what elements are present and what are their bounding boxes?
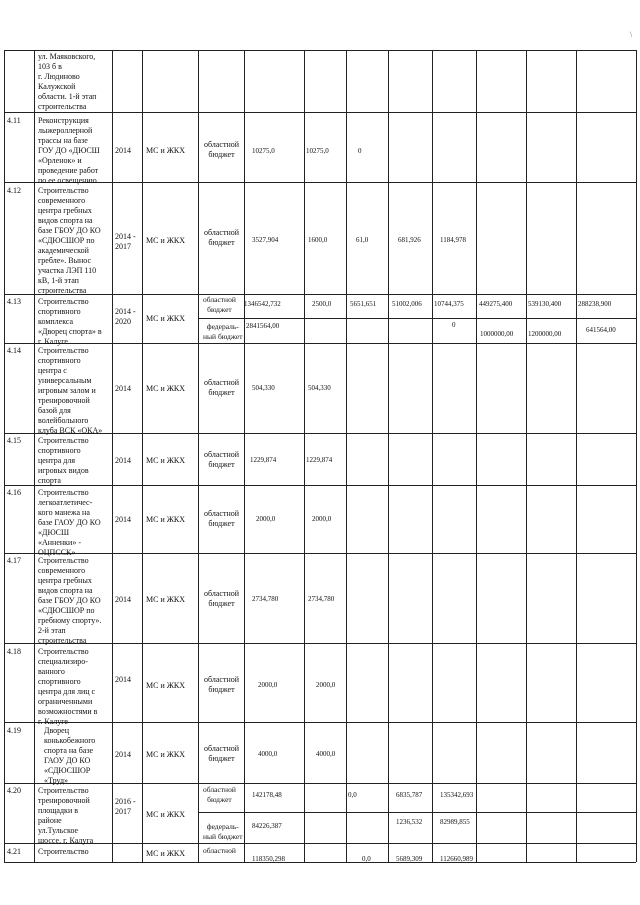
table-cell-2015: 0,0 [362,855,371,863]
table-cell-total: 4000,0 [258,750,278,758]
table-cell-total: 142178,48 [252,791,282,799]
grid-col-line [388,50,389,862]
table-cell-total: 3527,904 [252,236,279,244]
table-cell-executor: МС и ЖКХ [146,515,186,524]
table-cell-source-2: федераль- ный бюджет [203,822,243,841]
table-cell-name: Строительство [38,847,89,856]
table-cell-period: 2014 [115,750,131,759]
table-cell-no: 4.21 [7,847,21,856]
grid-col-line [526,50,527,862]
table-cell-no: 4.16 [7,488,21,497]
grid-row-line [198,812,636,813]
table-cell-2014: 10275,0 [306,147,329,155]
table-cell-name: Строительство современного центра гребных видов спорта на базе ГБОУ ДО КО «СДЮСШОР по академической гребле». Вынос участка ЛЭП 110 кВ, 1-й этап строительства [38,186,101,295]
table-cell-2020-b: 641564,00 [586,326,616,334]
table-cell-2017-b: 82989,855 [440,818,470,826]
table-cell-period: 2016 - 2017 [115,797,136,816]
table-cell-2016: 6835,787 [396,791,423,799]
table-cell-total: 2000,0 [258,681,278,689]
table-cell-source: областной бюджет [204,228,240,247]
table-cell-name: Строительство спортивного центра с универсальным игровым залом и тренировочной базой для волейбольного клуба ВСК «ОКА» [38,346,103,435]
table-cell-2015: 0,0 [348,791,357,799]
table-cell-executor: МС и ЖКХ [146,314,186,323]
table-cell-total: 1346542,732 [244,300,281,308]
table-cell-no: 4.15 [7,436,21,445]
table-cell-no: 4.12 [7,186,21,195]
grid-col-line [34,50,35,862]
table-cell-source: областной бюджет [203,295,236,314]
table-cell-source: областной бюджет [204,450,240,469]
grid-row-line [4,112,636,113]
table-cell-name: Строительство современного центра гребных видов спорта на базе ГБОУ ДО КО «СДЮСШОР по гребному спорту». 2-й этап строительства [38,556,102,645]
table-cell-2019: 539130,400 [528,300,562,308]
table-cell-2015: 5651,651 [350,300,377,308]
table-cell-period: 2014 [115,675,131,684]
table-cell-2016-b: 1236,532 [396,818,423,826]
table-cell-period: 2014 [115,595,131,604]
table-cell-executor: МС и ЖКХ [146,456,186,465]
table-cell-source: областной бюджет [204,589,240,608]
grid-col-line [142,50,143,862]
grid-col-line [432,50,433,862]
table-cell-2014: 1229,874 [306,456,333,464]
table-cell-2017: 112660,989 [440,855,473,863]
table-cell-total: 2734,780 [252,595,279,603]
table-cell-source: областной бюджет [204,675,240,694]
table-cell-2016: 681,926 [398,236,421,244]
table-cell-total: 1229,874 [250,456,277,464]
table-cell-2016: 5689,309 [396,855,423,863]
table-cell-2020: 288238,900 [578,300,612,308]
table-cell-no: 4.13 [7,297,21,306]
table-cell-2018-b: 1000000,00 [480,330,514,338]
grid-col-line [198,50,199,862]
grid-row-line [4,50,636,51]
table-cell-total-2: 84226,387 [252,822,282,830]
table-cell-executor: МС и ЖКХ [146,384,186,393]
table-cell-total-2: 2841564,00 [246,322,280,330]
table-cell-source: областной бюджет [204,140,240,159]
table-cell-no: 4.17 [7,556,21,565]
table-cell-2017: 10744,375 [434,300,464,308]
table-cell-name: Строительство спортивного комплекса «Дворец спорта» в г. Калуге [38,297,102,346]
table-cell-2014: 2500,0 [312,300,332,308]
table-cell-period: 2014 [115,515,131,524]
table-cell-source: областной бюджет [204,509,240,528]
table-cell-name: Дворец конькобежного спорта на базе ГАОУ ДО КО «СДЮСШОР «Труд» [44,726,96,785]
table-cell-2017-b: 0 [452,321,456,329]
table-cell-2017: 1184,978 [440,236,466,244]
table-cell-executor: МС и ЖКХ [146,146,186,155]
table-cell-2017: 135342,693 [440,791,474,799]
table-cell-2014: 2734,780 [308,595,335,603]
table-cell-executor: МС и ЖКХ [146,595,186,604]
grid-row-line [4,862,636,863]
table-cell-2016: 51002,006 [392,300,422,308]
table-cell-name: Строительство тренировочной площадки в районе ул.Тульское шоссе, г. Калуга [38,786,94,845]
table-cell-period: 2014 [115,384,131,393]
table-cell-executor: МС и ЖКХ [146,750,186,759]
grid-col-line [636,50,637,862]
table-cell-name: Строительство легкоатлетичес- кого манежа на базе ГАОУ ДО КО «ДЮСШ «Анненки» - ОЦПССК» [38,488,101,557]
corner-mark: \ [630,30,633,39]
table-cell-period: 2014 [115,146,131,155]
table-cell-no: 4.11 [7,116,21,125]
table-cell-period: 2014 [115,456,131,465]
table-cell-total: 118350,298 [252,855,285,863]
table-cell-executor: МС и ЖКХ [146,849,186,858]
table-cell-total: 504,330 [252,384,275,392]
table-cell-2015: 0 [358,147,362,155]
table-cell-executor: МС и ЖКХ [146,236,186,245]
table-cell-2014: 504,330 [308,384,331,392]
grid-col-line [304,50,305,862]
table-cell-2015: 61,0 [356,236,369,244]
table-cell-no: 4.19 [7,726,21,735]
table-cell-source: областной бюджет [204,744,240,763]
table-cell-no: 4.14 [7,346,21,355]
grid-col-line [476,50,477,862]
table-cell-name: ул. Маяковского, 103 б в г. Людиново Калужской области. 1-й этап строительства [38,52,97,111]
table-cell-no: 4.18 [7,647,21,656]
table-cell-source: областной бюджет [203,785,236,804]
table-cell-2014: 1600,0 [308,236,328,244]
table-cell-2014: 4000,0 [316,750,336,758]
grid-col-line [4,50,5,862]
table-cell-source-2: федераль- ный бюджет [203,322,243,341]
table-cell-period: 2014 - 2020 [115,307,136,326]
table-cell-no: 4.20 [7,786,21,795]
grid-col-line [576,50,577,862]
table-cell-source: областной бюджет [204,378,240,397]
grid-col-line [244,50,245,862]
table-cell-2014: 2000,0 [312,515,332,523]
table-cell-period: 2014 - 2017 [115,232,136,251]
table-cell-2018: 449275,400 [479,300,513,308]
table-cell-total: 2000,0 [256,515,276,523]
table-cell-executor: МС и ЖКХ [146,681,186,690]
table-cell-2019-b: 1200000,00 [528,330,562,338]
table-cell-name: Реконструкция лыжероллерной трассы на базе ГОУ ДО «ДЮСШ «Орленок» и проведение работ по ее освещению [38,116,100,185]
table-cell-2014: 2000,0 [316,681,336,689]
grid-col-line [346,50,347,862]
table-cell-total: 10275,0 [252,147,275,155]
grid-row-line [198,318,636,319]
table-cell-name: Строительство спортивного центра для игровых видов спорта [38,436,89,485]
table-cell-source: областной [203,846,236,855]
table-cell-executor: МС и ЖКХ [146,810,186,819]
table-cell-name: Строительство специализиро- ванного спортивного центра для лиц с ограниченными возможностями в г. Калуге [38,647,98,726]
